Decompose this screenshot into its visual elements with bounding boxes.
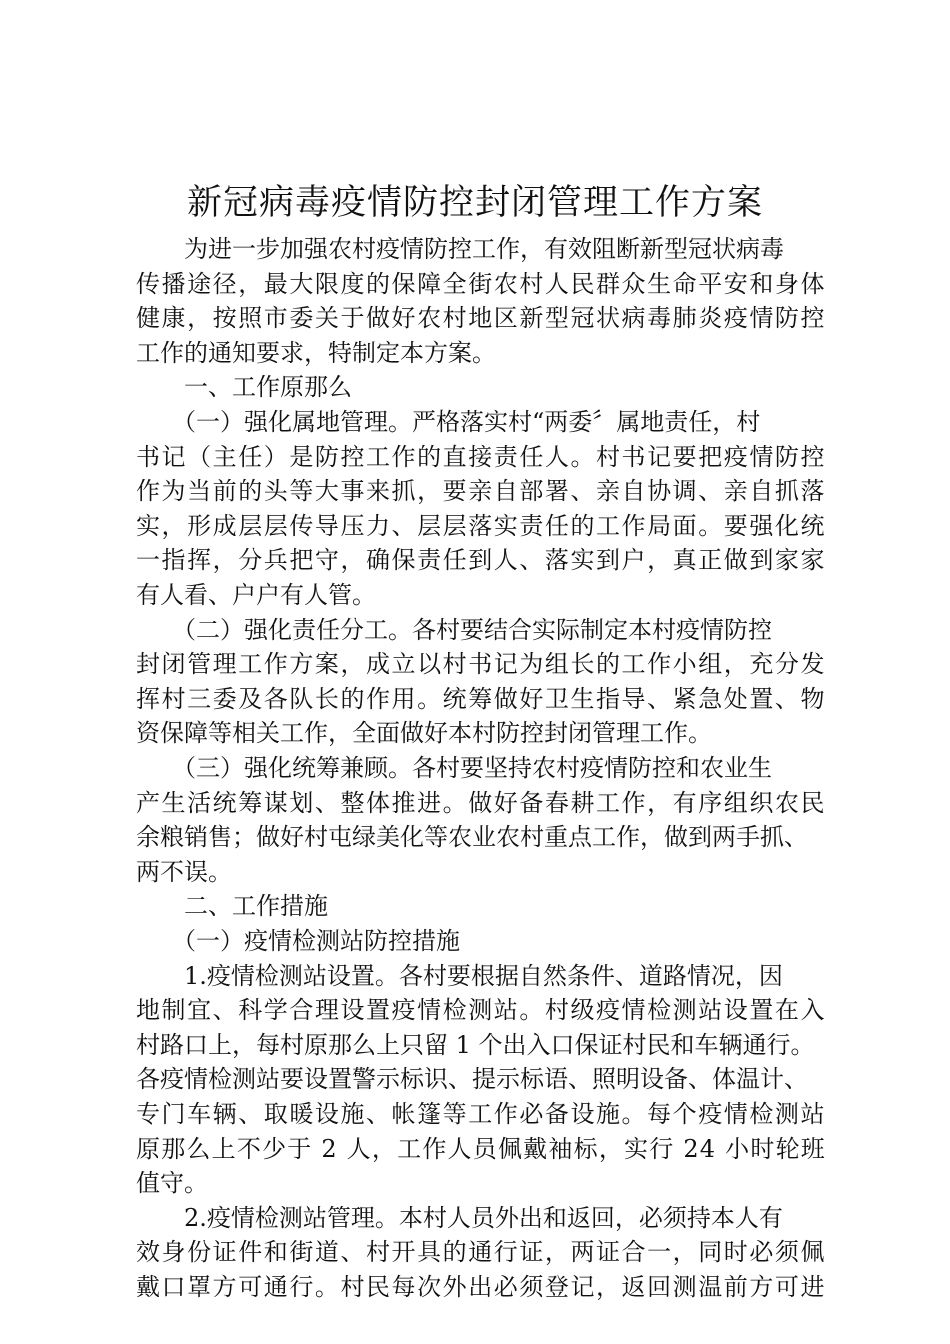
body-line: 封闭管理工作方案，成立以村书记为组长的工作小组，充分发	[136, 650, 826, 679]
body-line: 戴口罩方可通行。村民每次外出必须登记，返回测温前方可进	[136, 1273, 826, 1301]
body-line: 为进一步加强农村疫情防控工作，有效阻断新型冠状病毒	[136, 235, 784, 263]
body-line: 村路口上，每村原那么上只留 1 个出入口保证村民和车辆通行。	[136, 1030, 815, 1059]
body-line: 原那么上不少于 2 人，工作人员佩戴袖标，实行 24 小时轮班	[136, 1134, 826, 1163]
body-line: 余粮销售；做好村屯绿美化等农业农村重点工作，做到两手抓、	[136, 823, 808, 852]
body-line: 两不误。	[136, 857, 232, 886]
body-line: 健康，按照市委关于做好农村地区新型冠状病毒肺炎疫情防控	[136, 304, 826, 333]
body-line: 2.疫情检测站管理。本村人员外出和返回，必须持本人有	[136, 1203, 783, 1232]
body-line: 一、工作原那么	[136, 373, 352, 402]
body-line: 各疫情检测站要设置警示标识、提示标语、照明设备、体温计、	[136, 1065, 808, 1094]
body-line: 专门车辆、取暖设施、帐篷等工作必备设施。每个疫情检测站	[136, 1100, 826, 1128]
body-line: 二、工作措施	[136, 892, 328, 921]
body-line: 传播途径，最大限度的保障全街农村人民群众生命平安和身体	[136, 269, 826, 298]
body-line: （一）疫情检测站防控措施	[136, 927, 460, 955]
body-line: 产生活统筹谋划、整体推进。做好备春耕工作，有序组织农民	[136, 788, 826, 817]
body-line: 挥村三委及各队长的作用。统筹做好卫生指导、紧急处置、物	[136, 684, 826, 713]
body-line: 实，形成层层传导压力、层层落实责任的工作局面。要强化统	[136, 511, 826, 540]
body-line: （一）强化属地管理。严格落实村“两委〞属地责任，村	[136, 408, 761, 436]
body-line: 书记（主任）是防控工作的直接责任人。村书记要把疫情防控	[136, 442, 826, 471]
body-line: 值守。	[136, 1169, 208, 1198]
body-line: 有人看、户户有人管。	[136, 581, 376, 609]
body-line: 效身份证件和街道、村开具的通行证，两证合一，同时必须佩	[136, 1238, 826, 1267]
body-line: 地制宜、科学合理设置疫情检测站。村级疫情检测站设置在入	[136, 996, 826, 1025]
body-line: （二）强化责任分工。各村要结合实际制定本村疫情防控	[136, 615, 772, 644]
body-line: （三）强化统筹兼顾。各村要坚持农村疫情防控和农业生	[136, 754, 772, 782]
body-line: 一指挥，分兵把守，确保责任到人、落实到户，真正做到家家	[136, 546, 826, 575]
body-line: 工作的通知要求，特制定本方案。	[136, 338, 496, 367]
body-line: 1.疫情检测站设置。各村要根据自然条件、道路情况，因	[136, 961, 783, 990]
body-line: 作为当前的头等大事来抓，要亲自部署、亲自协调、亲自抓落	[136, 477, 826, 506]
document-title: 新冠病毒疫情防控封闭管理工作方案	[186, 183, 763, 223]
body-line: 资保障等相关工作，全面做好本村防控封闭管理工作。	[136, 719, 712, 748]
